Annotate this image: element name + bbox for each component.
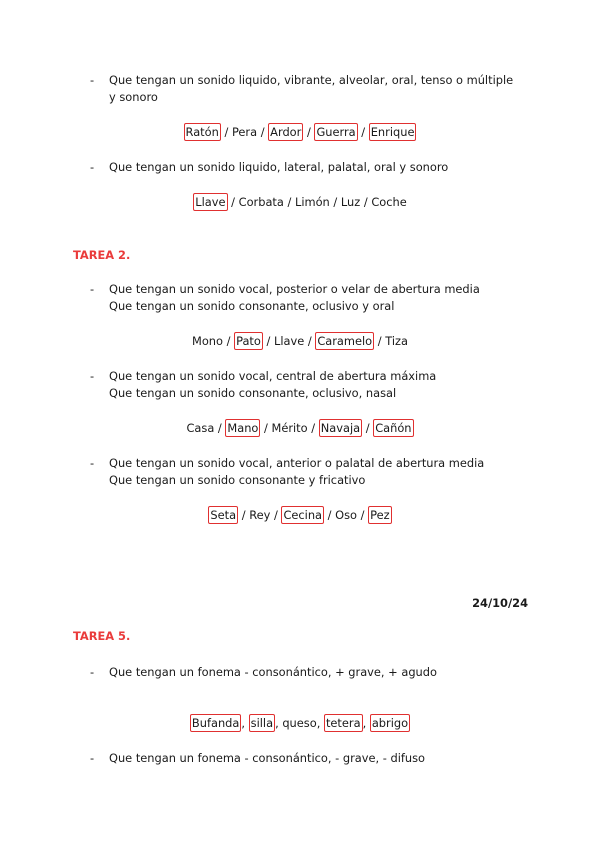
word: Casa [186,421,215,435]
word-separator: / [227,195,239,209]
word-list [0,506,600,524]
date-label: 24/10/24 [472,596,528,610]
word-separator: , [362,716,370,730]
criterion-text: Que tengan un sonido vocal, anterior o palatal de abertura media [109,456,485,470]
highlighted-word: Cecina [283,508,323,522]
word: Limón [294,195,330,209]
highlighted-word: Enrique [370,125,415,139]
word-list [0,193,600,211]
highlighted-word: Caramelo [317,334,373,348]
section-heading: TAREA 5. [73,629,131,643]
word-separator: / [307,421,319,435]
highlighted-word: silla [250,716,274,730]
highlighted-word: abrigo [371,716,409,730]
criterion-text: Que tengan un sonido vocal, central de abertura máxima [109,369,437,383]
criterion-text: Que tengan un fonema - consonántico, + grave, + agudo [109,665,437,679]
word: Oso [335,508,358,522]
word: Coche [371,195,407,209]
word-separator: / [374,334,386,348]
word-separator: / [257,125,269,139]
word-separator: / [238,508,250,522]
word-separator: / [262,334,274,348]
highlighted-word: Pato [236,334,261,348]
word: Llave [273,334,305,348]
word-separator: / [303,125,315,139]
word: Rey [249,508,271,522]
criterion-text: y sonoro [109,90,158,104]
highlighted-word: Cañón [375,421,412,435]
criterion-text: Que tengan un fonema - consonántico, - grave, - difuso [109,751,426,765]
word-separator: / [214,421,226,435]
criterion-text: Que tengan un sonido liquido, lateral, palatal, oral y sonoro [109,160,449,174]
section-heading: TAREA 2. [73,248,131,262]
bullet-dash: - [90,751,95,765]
bullet-dash: - [90,665,95,679]
bullet-dash: - [90,282,95,296]
highlighted-word: Llave [195,195,226,209]
criterion-text: Que tengan un sonido consonante y fricativo [109,473,366,487]
highlighted-word: Bufanda [191,716,240,730]
highlighted-word: tetera [325,716,361,730]
word-separator: / [260,421,272,435]
criterion-text: Que tengan un sonido consonante, oclusivo, nasal [109,386,397,400]
bullet-dash: - [90,369,95,383]
word: Tiza [385,334,408,348]
highlighted-word: Ardor [270,125,302,139]
highlighted-word: Guerra [316,125,356,139]
word-list [0,419,600,437]
word-separator: / [324,508,336,522]
bullet-dash: - [90,160,95,174]
word-separator: / [283,195,295,209]
word-separator: , [275,716,283,730]
word: Mono [192,334,223,348]
word-separator: / [357,508,369,522]
highlighted-word: Mano [227,421,259,435]
highlighted-word: Pez [370,508,390,522]
word-separator: / [362,421,374,435]
word-separator: / [223,334,235,348]
highlighted-word: Ratón [185,125,219,139]
word-separator: , [241,716,249,730]
criterion-text: Que tengan un sonido consonante, oclusivo y oral [109,299,395,313]
word-list [0,714,600,732]
word-separator: / [220,125,232,139]
bullet-dash: - [90,73,95,87]
criterion-text: Que tengan un sonido vocal, posterior o velar de abertura media [109,282,480,296]
word: Luz [340,195,361,209]
criterion-text: Que tengan un sonido liquido, vibrante, alveolar, oral, tenso o múltiple [109,73,514,87]
word-separator: / [360,195,372,209]
word-separator: / [357,125,369,139]
word: Corbata [238,195,284,209]
word-list [0,123,600,141]
word: Mérito [271,421,308,435]
word-separator: / [329,195,341,209]
word-separator: / [304,334,316,348]
word-list [0,332,600,350]
bullet-dash: - [90,456,95,470]
highlighted-word: Navaja [320,421,361,435]
word: queso [282,716,317,730]
highlighted-word: Seta [210,508,237,522]
word-separator: / [270,508,282,522]
word: Pera [231,125,258,139]
word-separator: , [316,716,324,730]
